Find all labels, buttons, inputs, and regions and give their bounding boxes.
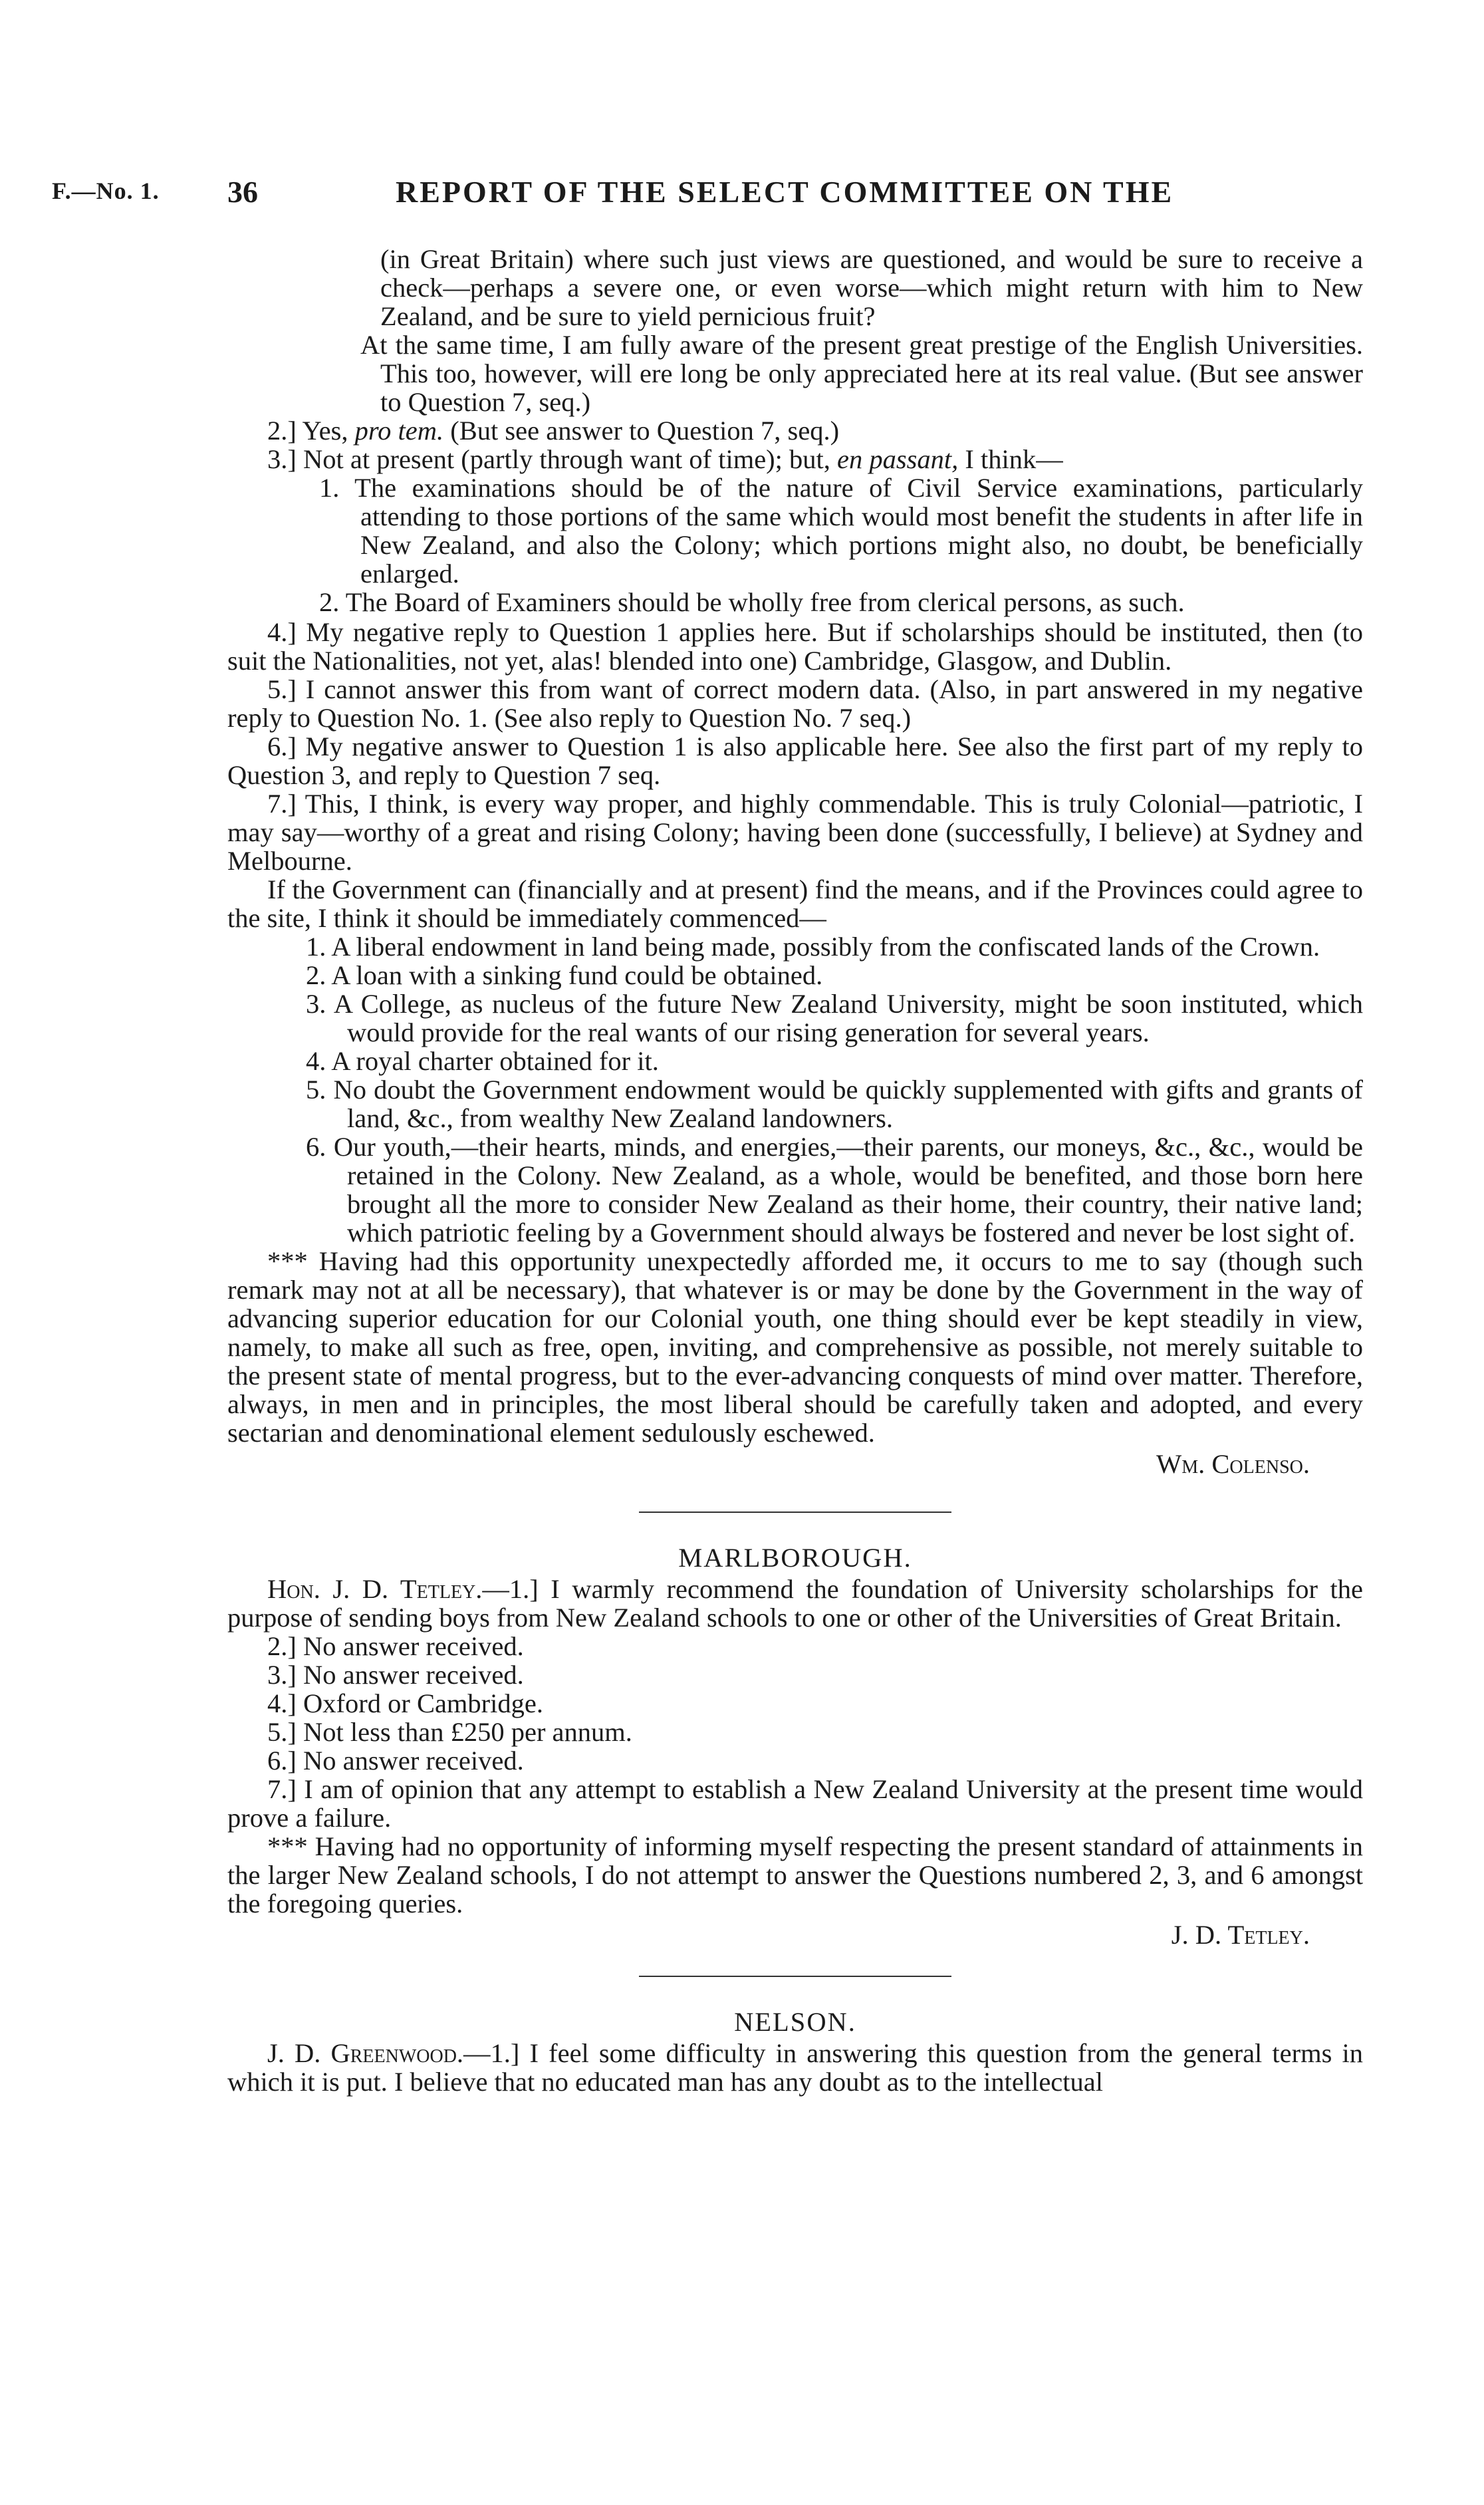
answer-line: 5.] Not less than £250 per annum. [267,1717,632,1747]
running-title: REPORT OF THE SELECT COMMITTEE ON THE [396,175,1174,209]
respondent-name: J. D. Greenwood. [267,2038,464,2068]
answer-1: J. D. Greenwood.—1.] I feel some difficulty in answering this question from the general terms in which it is put. I believe that no educated man has any doubt as to the intellectual [227,2038,1363,2097]
answer-line: 4.] Oxford or Cambridge. [267,1688,544,1718]
section-divider [639,1512,951,1513]
section-divider [639,1976,951,1977]
answer-6: 6.] My negative answer to Question 1 is also applicable here. See also the first part of my reply to Question 3, and reply to Question 7 seq. [227,731,1363,790]
page-header [0,174,1484,214]
signature-colenso: Wm. Colenso. [1156,1449,1310,1479]
page-number: 36 [227,175,258,209]
paragraph: If the Government can (financially and at present) find the means, and if the Provinces could agree to the site, I think it should be immediately commenced— [227,874,1363,933]
answer-7: 7.] This, I think, is every way proper, and highly commendable. This is truly Colonial—patriotic, I may say—worthy of a great and rising Colony; having been done (successfully, I believe) at Sydney and Melbourne. [227,789,1363,876]
list-item: 5. No doubt the Government endowment would be quickly supplemented with gifts and grants of land, &c., from wealthy New Zealand landowners. [306,1075,1363,1133]
answer-2: 2.] Yes, pro tem. (But see answer to Question 7, seq.) [267,416,840,446]
answer-7: 7.] I am of opinion that any attempt to establish a New Zealand University at the present time would prove a failure. [227,1774,1363,1833]
list-item: 1. A liberal endowment in land being made, possibly from the confiscated lands of the Crown. [306,932,1320,962]
document-body [227,245,1363,2096]
document-reference: F.—No. 1. [52,178,160,204]
answer-line: 6.] No answer received. [267,1746,524,1776]
list-item: 3. A College, as nucleus of the future New Zealand University, might be soon instituted, which would provide for the real wants of our rising generation for several years. [306,989,1363,1047]
note-paragraph: *** Having had no opportunity of informing myself respecting the present standard of attainments in the larger New Zealand schools, I do not attempt to answer the Questions numbered 2, 3, and 6 amongst the foregoing queries. [227,1831,1363,1918]
respondent-name: Hon. J. D. Tetley. [267,1574,483,1604]
note-paragraph: *** Having had this opportunity unexpectedly afforded me, it occurs to me to say (though such remark may not at all be necessary), that whatever is or may be done by the Government in the way of advancing superior education for our Colonial youth, one thing should ever be kept steadily in view, namely, to make all such as free, open, inviting, and comprehensive as possible, not merely suitable to the present state of mental progress, but to the ever-advancing conquests of mind over matter. Therefore, always, in men and in principles, the most liberal should be carefully taken and adopted, and every sectarian and denominational element sedulously eschewed. [227,1246,1363,1448]
list-item: 1. The examinations should be of the nature of Civil Service examinations, particularly attending to those portions of the same which would most benefit the students in after life in New Zealand, and also the Colony; which portions might also, no doubt, be beneficially enlarged. [319,473,1363,589]
list-item: 4. A royal charter obtained for it. [306,1046,659,1076]
answer-4: 4.] My negative reply to Question 1 applies here. But if scholarships should be instituted, then (to suit the Nationalities, not yet, alas! blended into one) Cambridge, Glasgow, and Dublin. [227,617,1363,676]
answer-1: Hon. J. D. Tetley.—1.] I warmly recommend the foundation of University scholarships for the purpose of sending boys from New Zealand schools to one or other of the Universities of Great Britain. [227,1574,1363,1633]
section-heading-marlborough: MARLBOROUGH. [678,1543,912,1573]
section-heading-nelson: NELSON. [734,2007,856,2037]
paragraph: At the same time, I am fully aware of the present great prestige of the English Universities. This too, however, will ere long be only appreciated here at its real value. (But see answer to Question 7, seq.) [360,330,1363,417]
signature-tetley: J. D. Tetley. [1171,1920,1310,1950]
list-item: 2. A loan with a sinking fund could be obtained. [306,960,823,990]
answer-line: 2.] No answer received. [267,1631,524,1661]
paragraph: (in Great Britain) where such just views are questioned, and would be sure to receive a check—perhaps a severe one, or even worse—which might return with him to New Zealand, and be sure to yield pernicious fruit? [380,244,1363,331]
answer-line: 3.] No answer received. [267,1660,524,1690]
list-item: 2. The Board of Examiners should be wholly free from clerical persons, as such. [319,587,1185,617]
answer-3: 3.] Not at present (partly through want of time); but, en passant, I think— [267,444,1063,474]
answer-5: 5.] I cannot answer this from want of correct modern data. (Also, in part answered in my negative reply to Question No. 1. (See also reply to Question No. 7 seq.) [227,674,1363,733]
list-item: 6. Our youth,—their hearts, minds, and energies,—their parents, our moneys, &c., &c., would be retained in the Colony. New Zealand, as a whole, would be benefited, and those born here brought all the more to consider New Zealand as their home, their country, their native land; which patriotic feeling by a Government should always be fostered and never be lost sight of. [306,1132,1363,1248]
